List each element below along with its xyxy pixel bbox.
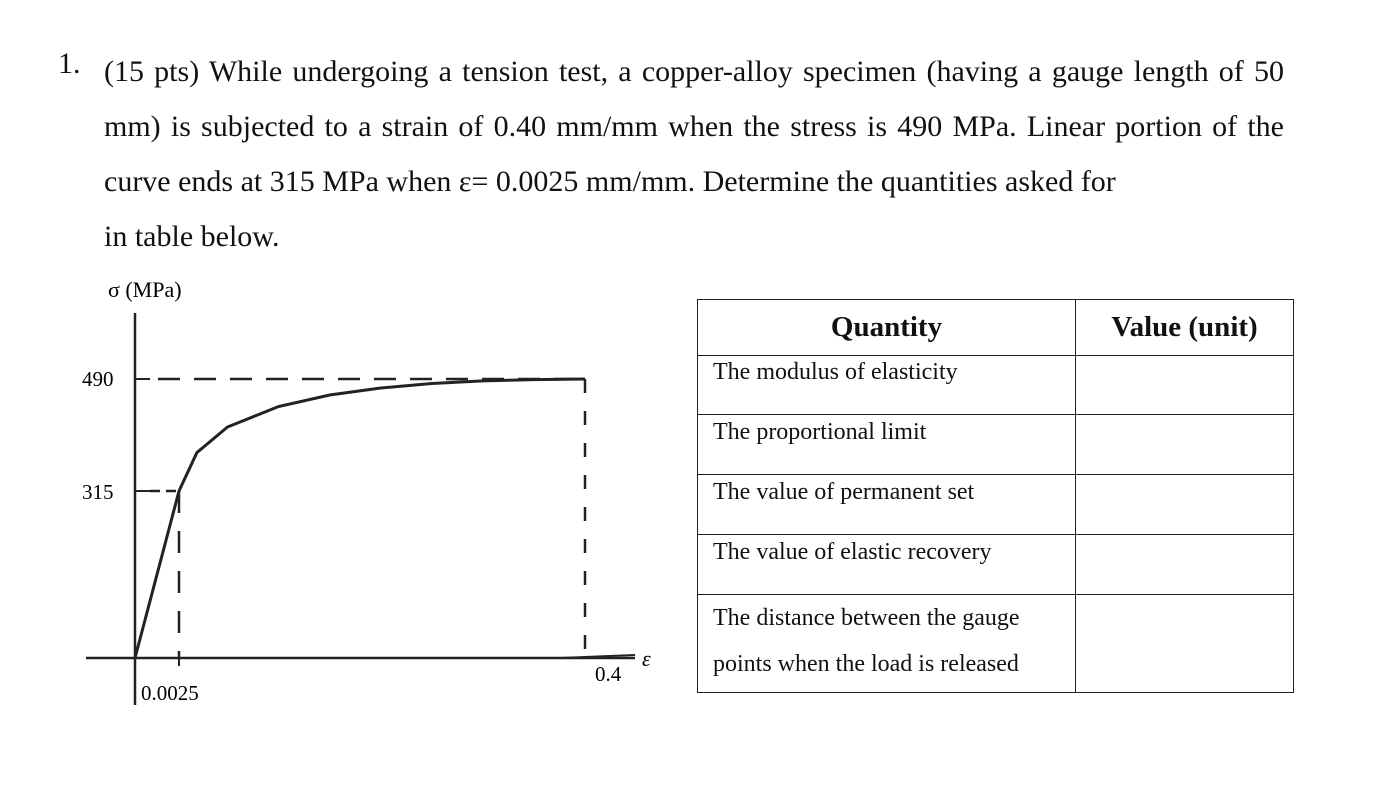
quantity-cell: The proportional limit	[698, 415, 1076, 475]
value-cell[interactable]	[1076, 415, 1294, 475]
x-axis-label: ε	[642, 646, 651, 671]
table-header-row	[698, 300, 1294, 356]
value-cell[interactable]	[1076, 595, 1294, 693]
stress-strain-curve	[135, 379, 585, 658]
quantities-table	[697, 299, 1294, 693]
table-row	[698, 535, 1294, 595]
x-tick-label-0.4: 0.4	[595, 662, 622, 686]
value-cell[interactable]	[1076, 356, 1294, 415]
y-tick-label-490: 490	[82, 367, 114, 391]
header-quantity: Quantity	[698, 300, 1076, 356]
y-tick-label-315: 315	[82, 480, 114, 504]
quantity-cell: The value of elastic recovery	[698, 535, 1076, 595]
table-row	[698, 595, 1294, 693]
problem-number: 1.	[58, 47, 81, 80]
problem-body: (15 pts) While undergoing a tension test, a copper-alloy specimen (having a gauge length of 50 mm) is subjected to a strain of 0.40 mm/mm when the stress is 490 MPa. Linear portion of the curve ends at 315 MPa when ε= 0.0025 mm/mm. Determine the quantities asked for	[104, 55, 1284, 198]
table-row	[698, 356, 1294, 415]
problem-last-line: in table below.	[104, 220, 280, 253]
x-tick-label-0.0025: 0.0025	[141, 681, 199, 705]
quantity-cell: The distance between the gauge points when the load is released	[698, 595, 1076, 693]
value-cell[interactable]	[1076, 475, 1294, 535]
quantity-cell: The value of permanent set	[698, 475, 1076, 535]
value-cell[interactable]	[1076, 535, 1294, 595]
table-row	[698, 415, 1294, 475]
table-row	[698, 475, 1294, 535]
quantity-cell: The modulus of elasticity	[698, 356, 1076, 415]
y-axis-label: σ (MPa)	[108, 277, 182, 302]
header-value: Value (unit)	[1076, 300, 1294, 356]
